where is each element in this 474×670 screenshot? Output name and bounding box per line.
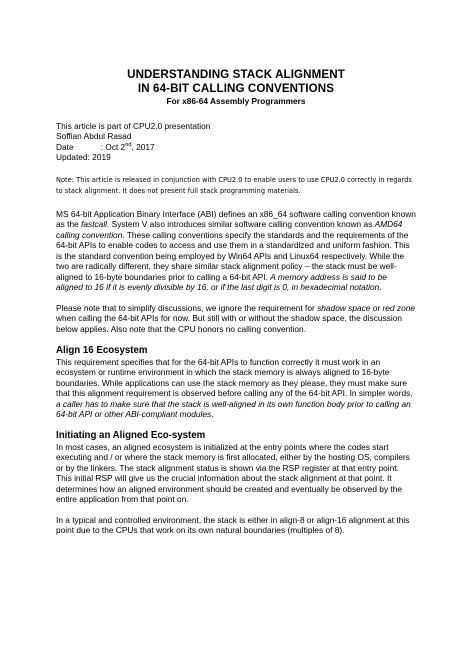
p1-emphasis-amd64: AMD64 calling convention <box>56 219 403 240</box>
meta-updated: Updated: 2019 <box>56 151 111 162</box>
document-meta <box>56 121 416 162</box>
paragraph-entry-points: In most cases, an aligned ecosystem is initialized at the entry points where the codes start executing and / or where the stack memory is first allocated, either by the hosting OS, compilers or by the linkers. The stack alignment status is shown via the RSP register at that entry point. This initial RSP will give us the crucial information about the stack alignment at that point. It determines how an aligned environment should be created and eventually be observed by the entire application from that point on. <box>56 441 410 505</box>
date-value-pre: : Oct 2 <box>100 141 126 152</box>
p3-emphasis: a caller has to make sure that the stack is well-aligned in its own function body prior to calling an 64-bit API or other ABI-compliant modules <box>56 398 411 420</box>
title-line-2: IN 64-BIT CALLING CONVENTIONS <box>137 82 335 95</box>
p2-emphasis-red-zone: red zone <box>382 303 415 314</box>
p2-text-c: when calling the 64-bit APIs for now. But still with or without the shadow space, the discussion below applies. Also note that the CPU honors no calling convention. <box>56 313 402 334</box>
p1-emphasis-definition: A memory address is said to be aligned to 16 if it is evenly divisible by 16, or if the last digit is 0, in hexadecimal notation <box>56 271 387 293</box>
document-subtitle: For x86-64 Assembly Programmers <box>166 96 306 106</box>
p3-text-b: . <box>211 409 214 420</box>
date-value-post: , 2017 <box>131 141 155 152</box>
meta-date <box>56 142 416 152</box>
p1-text-a: MS 64-bit Application Binary Interface (ABI) defines an x86_64 software calling convention known as the <box>56 209 416 230</box>
heading-initiating-ecosystem: Initiating an Aligned Eco-system <box>56 429 206 441</box>
p2-text-b: or <box>370 303 383 314</box>
paragraph-simplify-note <box>56 303 416 334</box>
paragraph-align16 <box>56 357 416 420</box>
paragraph-controlled-environment: In a typical and controlled environment, the stack is either in align-8 or align-16 alignment at this point due to the CPUs that work on its own natural boundaries (multiples of 8). <box>56 514 410 536</box>
title-line-1: UNDERSTANDING STACK ALIGNMENT <box>127 68 345 81</box>
date-label: Date <box>56 141 74 152</box>
p1-text-d: . <box>379 282 382 293</box>
paragraph-abi-intro <box>56 209 416 293</box>
p1-text-b: . System V also introduces similar software calling convention known as <box>107 219 375 230</box>
meta-author: Soffian Abdul Rasad <box>56 131 132 142</box>
p3-text-a: This requirement specifies that for the 64-bit APIs to function correctly it must work in an ecosystem or runtime environment in which the stack memory is always aligned to 16-byte boundaries. While applications can use the stack memory as they please, they must make sure that this alignment requirement is observed before calling any of the 64-bit API. In simpler words, <box>56 356 413 399</box>
release-note: Note: This article is released in conjunction with CPU2.0 to enable users to use CPU2.0 correctly in regards to stack alignment. It does not present full stack programming materials. <box>56 175 412 195</box>
p2-emphasis-shadow-space: shadow space <box>317 303 371 314</box>
heading-align16-ecosystem: Align 16 Ecosystem <box>56 344 148 356</box>
document-title <box>56 68 416 96</box>
p1-emphasis-fastcall: fastcall <box>81 219 108 230</box>
p1-text-c: . These calling conventions specify the standards and the requirements of the 64-bit APIs to enable codes to access and use them in a standardized and uniform fashion. This is the standard convention being employed by Win64 APIs and Linux64 respectively. While the two are radically different, they share similar stack alignment policy – the stack must be well-aligned to 16-byte boundaries prior to calling a 64-bit API. <box>56 229 410 282</box>
date-sup: nd <box>125 141 132 148</box>
p2-text-a: Please note that to simplify discussions, we ignore the requirement for <box>56 303 318 314</box>
meta-presentation: This article is part of CPU2.0 presentation <box>56 121 211 131</box>
